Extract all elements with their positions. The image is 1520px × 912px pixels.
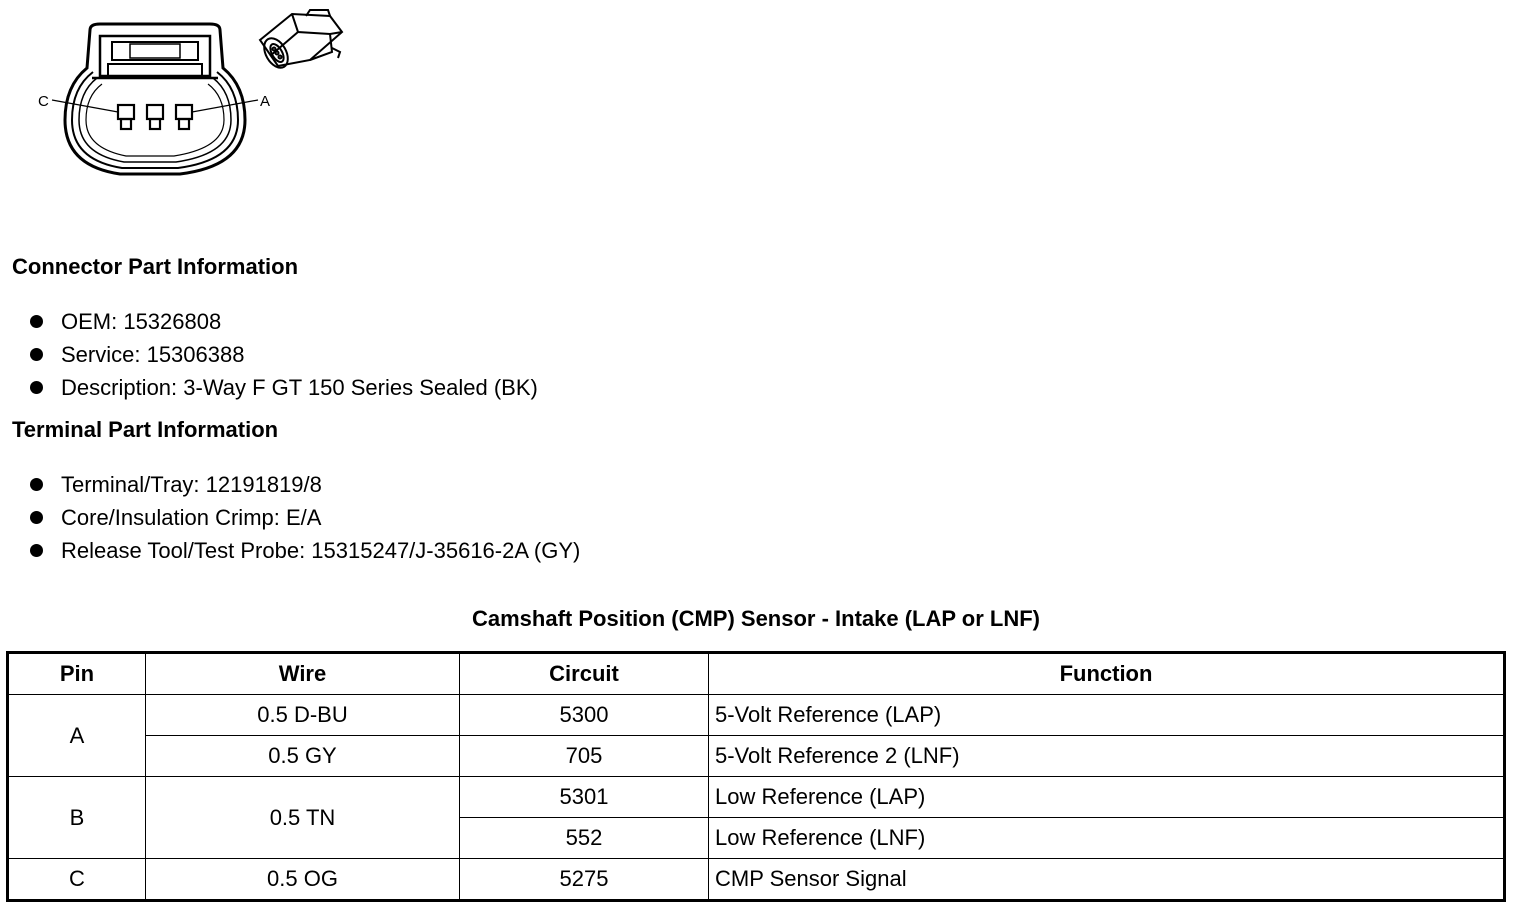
cell-circuit: 5275 — [460, 859, 709, 901]
header-circuit: Circuit — [460, 653, 709, 695]
cell-wire: 0.5 OG — [146, 859, 460, 901]
bullet-icon — [30, 348, 43, 361]
terminal-info-item — [30, 468, 580, 501]
cell-function: Low Reference (LAP) — [709, 777, 1505, 818]
cell-function: CMP Sensor Signal — [709, 859, 1505, 901]
connector-info-item — [30, 371, 538, 404]
connector-info-text: Description: 3-Way F GT 150 Series Sealed (BK) — [61, 375, 538, 400]
cell-wire: 0.5 TN — [146, 777, 460, 859]
connector-diagram — [30, 8, 370, 188]
terminal-info-text: Release Tool/Test Probe: 15315247/J-35616-2A (GY) — [61, 538, 581, 563]
bullet-icon — [30, 478, 43, 491]
bullet-icon — [30, 544, 43, 557]
bullet-icon — [30, 315, 43, 328]
table-row — [8, 736, 1505, 777]
table-header-row — [8, 653, 1505, 695]
cell-wire: 0.5 GY — [146, 736, 460, 777]
terminal-part-info-title: Terminal Part Information — [12, 417, 279, 442]
header-pin: Pin — [8, 653, 146, 695]
pin-label-c: C — [38, 93, 49, 110]
header-function: Function — [709, 653, 1505, 695]
cell-circuit: 552 — [460, 818, 709, 859]
terminal-info-text: Core/Insulation Crimp: E/A — [61, 505, 322, 530]
pinout-table — [6, 651, 1506, 902]
terminal-part-info-list — [30, 468, 580, 567]
cell-function: 5-Volt Reference (LAP) — [709, 695, 1505, 736]
terminal-info-item — [30, 534, 580, 567]
cell-function: 5-Volt Reference 2 (LNF) — [709, 736, 1505, 777]
connector-info-item — [30, 338, 538, 371]
bullet-icon — [30, 511, 43, 524]
terminal-info-item — [30, 501, 580, 534]
header-wire: Wire — [146, 653, 460, 695]
cell-circuit: 5301 — [460, 777, 709, 818]
pin-label-a: A — [260, 93, 271, 110]
connector-info-text: Service: 15306388 — [61, 342, 245, 367]
cell-wire: 0.5 D-BU — [146, 695, 460, 736]
cell-function: Low Reference (LNF) — [709, 818, 1505, 859]
cell-pin: C — [8, 859, 146, 901]
cell-pin: A — [8, 695, 146, 777]
bullet-icon — [30, 381, 43, 394]
cell-pin: B — [8, 777, 146, 859]
cell-circuit: 5300 — [460, 695, 709, 736]
connector-isometric-view — [259, 10, 342, 72]
table-row — [8, 695, 1505, 736]
cell-circuit: 705 — [460, 736, 709, 777]
table-row — [8, 777, 1505, 818]
connector-info-text: OEM: 15326808 — [61, 309, 222, 334]
table-caption: Camshaft Position (CMP) Sensor - Intake (LAP or LNF) — [472, 606, 1040, 631]
connector-part-info-list — [30, 305, 538, 404]
connector-info-item — [30, 305, 538, 338]
connector-face-view — [52, 24, 258, 174]
table-row — [8, 859, 1505, 901]
connector-part-info-title: Connector Part Information — [12, 254, 299, 279]
terminal-info-text: Terminal/Tray: 12191819/8 — [61, 472, 322, 497]
